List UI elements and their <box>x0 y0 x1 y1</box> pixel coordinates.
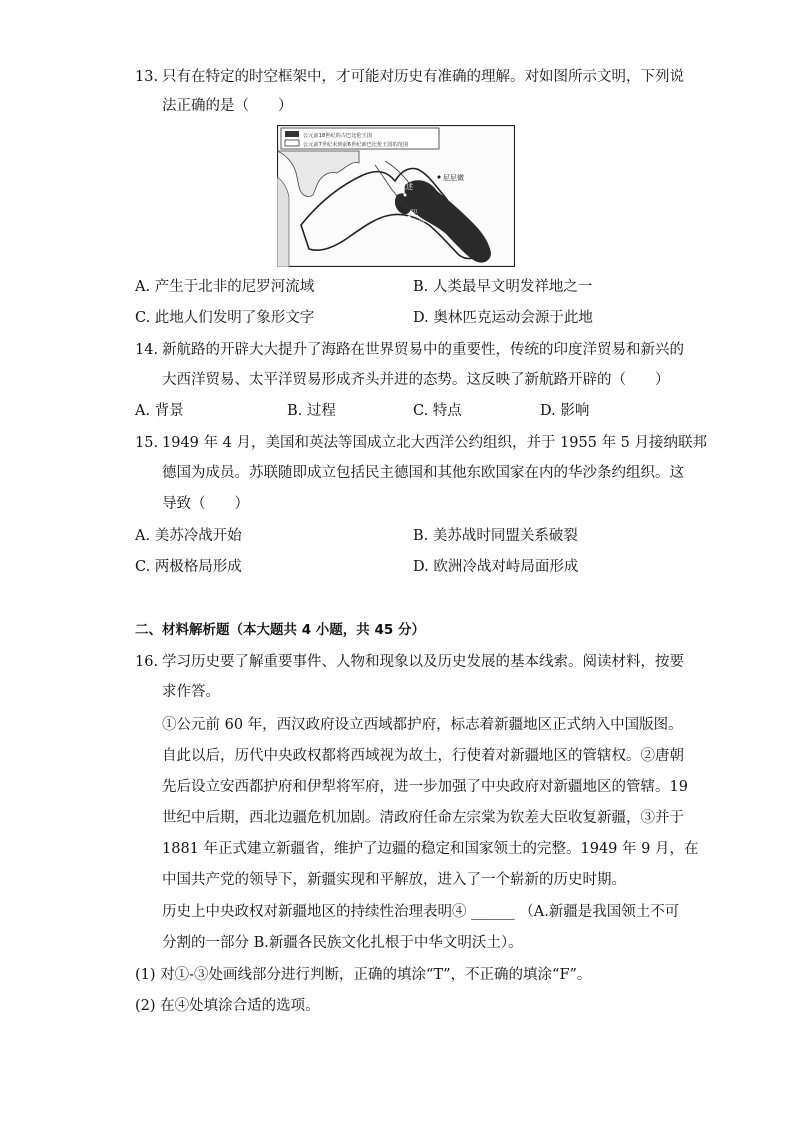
legend-1: 公元前18世纪的古巴比伦王国 <box>303 133 372 139</box>
material-line-1: ①公元前 60 年，西汉政府设立西域都护府，标志着新疆地区正式纳入中国版图。 <box>162 717 683 733</box>
legend-2: 公元前7世纪末到前6世纪新巴比伦王国的范围 <box>303 142 409 148</box>
babylon-map-figure <box>277 125 515 267</box>
question-14-number: 14. <box>135 342 159 358</box>
material-line-2: 自此以后，历代中央政权都将西域视为故土，行使着对新疆地区的管辖权。②唐朝 <box>162 748 684 764</box>
question-16-stem-line2: 求作答。 <box>162 684 220 700</box>
question-15-option-d: D. 欧洲冷战对峙局面形成 <box>413 559 579 575</box>
question-15-option-c: C. 两极格局形成 <box>135 559 242 575</box>
label-babylon-1: 巴 <box>411 209 418 217</box>
material-line-8: 分割的一部分 B.新疆各民族文化扎根于中华文明沃土）。 <box>162 935 523 951</box>
question-13-option-b: B. 人类最早文明发祥地之一 <box>413 279 593 295</box>
material-line-7-start: 历史上中央政权对新疆地区的持续性治理表明④ <box>162 904 472 920</box>
question-14-stem-line1: 新航路的开辟大大提升了海路在世界贸易中的重要性，传统的印度洋贸易和新兴的 <box>162 342 684 358</box>
legend-dark-swatch <box>285 131 299 137</box>
question-14-stem-line2: 大西洋贸易、太平洋贸易形成齐头并进的态势。这反映了新航路开辟的（ ） <box>162 372 670 388</box>
question-15-number: 15. <box>135 435 159 451</box>
question-13-option-a: A. 产生于北非的尼罗河流域 <box>135 279 315 295</box>
question-15-option-b: B. 美苏战时同盟关系破裂 <box>413 528 578 544</box>
question-13-option-c: C. 此地人们发明了象形文字 <box>135 310 315 326</box>
question-13-number: 13. <box>135 69 159 85</box>
section-2-title: 二、材料解析题（本大题共 4 小题，共 45 分） <box>135 622 425 638</box>
answer-blank-4[interactable]: ______ <box>471 904 515 920</box>
question-16-number: 16. <box>135 654 159 670</box>
sub-question-1: (1) 对①-③处画线部分进行判断，正确的填涂“T”，不正确的填涂“F”。 <box>135 967 592 983</box>
question-14-option-d: D. 影响 <box>540 403 590 419</box>
legend-outline-swatch <box>285 140 299 146</box>
question-15-stem-line1: 1949 年 4 月，美国和英法等国成立北大西洋公约组织，并于 1955 年 5 月接纳联邦 <box>162 435 708 451</box>
question-15-stem-line3: 导致（ ） <box>162 496 249 512</box>
material-line-5: 1881 年正式建立新疆省，维护了边疆的稳定和国家领土的完整。1949 年 9 月，在 <box>162 841 699 857</box>
question-15-stem-line2: 德国为成员。苏联随即成立包括民主德国和其他东欧国家在内的华沙条约组织。这 <box>162 465 684 481</box>
question-13-stem-line2: 法正确的是（ ） <box>162 98 293 114</box>
question-14-option-b: B. 过程 <box>287 403 336 419</box>
material-line-4: 世纪中后期，西北边疆危机加剧。清政府任命左宗棠为钦差大臣收复新疆，③并于 <box>162 810 684 826</box>
question-13-option-d: D. 奥林匹克运动会源于此地 <box>413 310 593 326</box>
question-15-option-a: A. 美苏冷战开始 <box>135 528 242 544</box>
material-line-6: 中国共产党的领导下，新疆实现和平解放，进入了一个崭新的历史时期。 <box>162 872 626 888</box>
material-line-7-end: （A.新疆是我国领土不可 <box>514 904 680 920</box>
question-16-stem-line1: 学习历史要了解重要事件、人物和现象以及历史发展的基本线索。阅读材料，按要 <box>162 654 684 670</box>
question-14-option-c: C. 特点 <box>413 403 462 419</box>
question-13-stem-line1: 只有在特定的时空框架中，才可能对历史有准确的理解。对如图所示文明，下列说 <box>162 69 684 85</box>
question-14-option-a: A. 背景 <box>135 403 184 419</box>
material-line-3: 先后设立安西都护府和伊犁将军府，进一步加强了中央政府对新疆地区的管辖。19 <box>162 779 688 795</box>
material-line-7 <box>162 902 679 922</box>
label-babylon-2: 比伦 <box>411 219 425 227</box>
sub-question-2: (2) 在④处填涂合适的选项。 <box>135 998 320 1014</box>
label-assur: 亚述 <box>399 183 413 191</box>
label-nineveh: 尼尼微 <box>443 174 464 182</box>
